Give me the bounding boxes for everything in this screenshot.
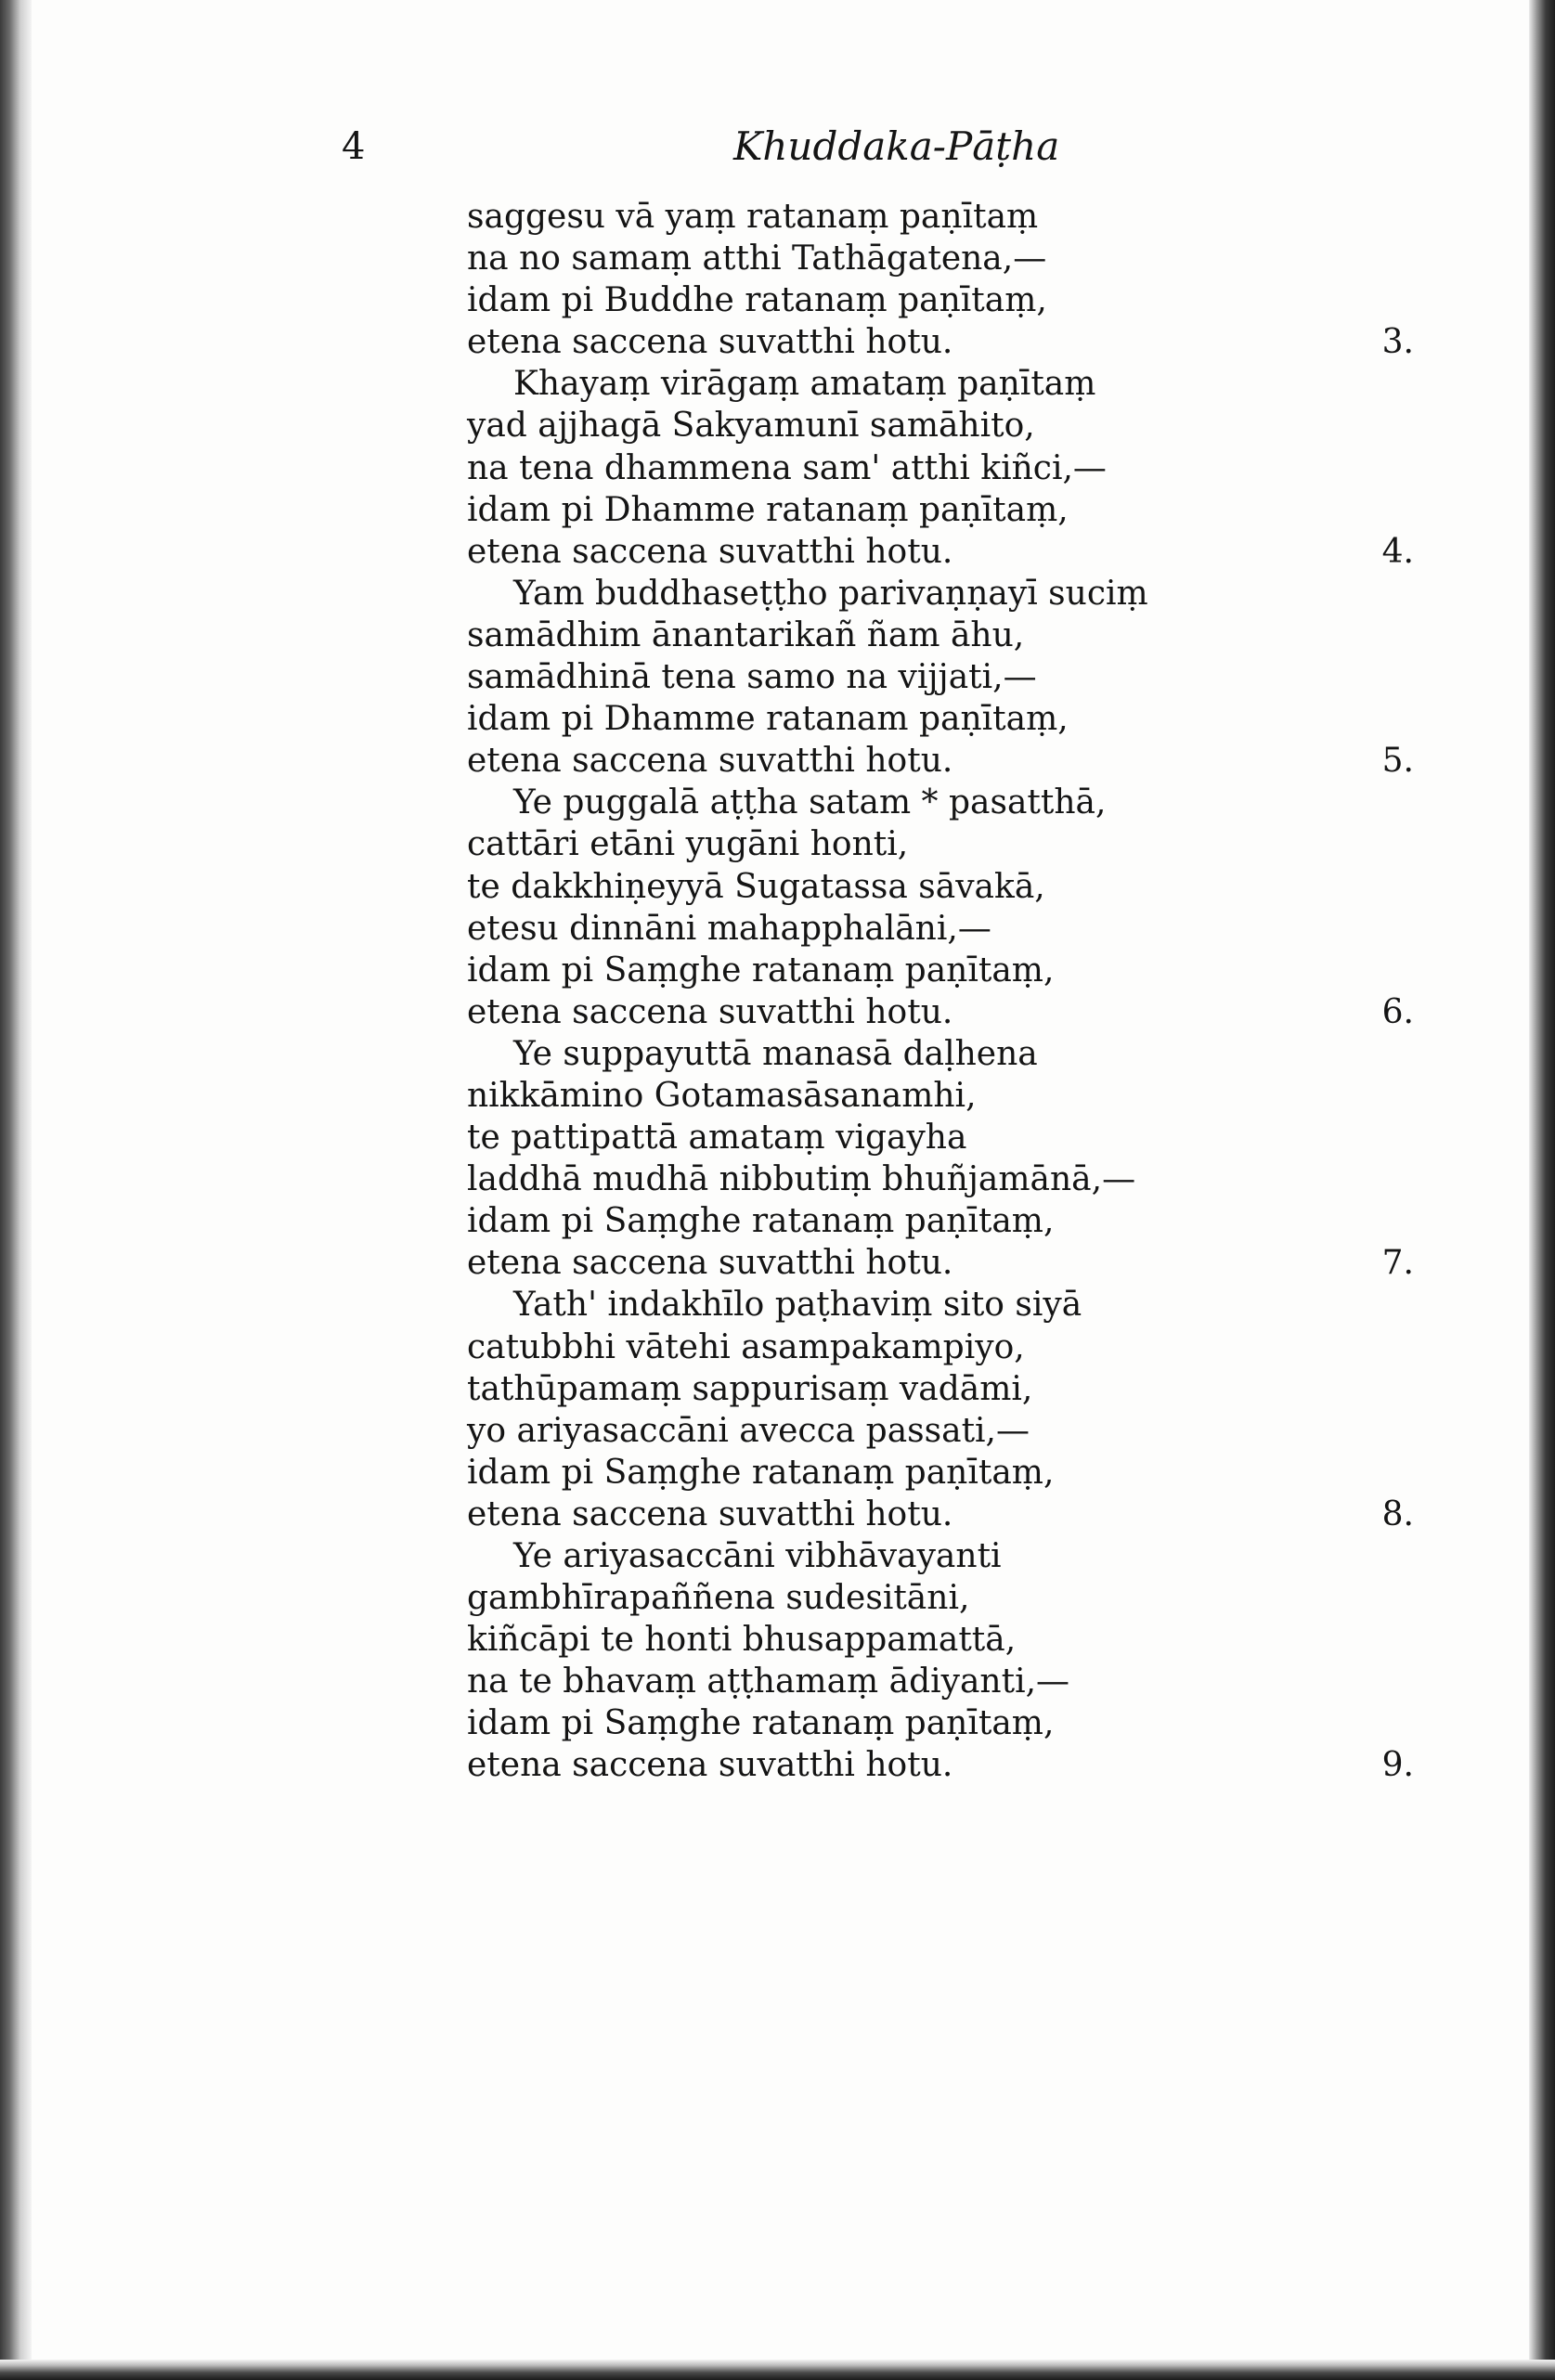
verse-line bbox=[467, 1284, 1414, 1326]
verse-line bbox=[467, 1661, 1414, 1702]
verse-line bbox=[467, 823, 1414, 865]
verse-line-text: idam pi Dhamme ratanaṃ paṇītaṃ, bbox=[467, 490, 1069, 529]
verse-line-text: Yath' indakhīlo paṭhaviṃ sito siyā bbox=[513, 1286, 1082, 1325]
verse-line bbox=[467, 1368, 1414, 1410]
verse-line-text: Ye puggalā aṭṭha satam * pasatthā, bbox=[513, 783, 1107, 822]
verse-line-text: gambhīrapaññena sudesitāni, bbox=[467, 1579, 970, 1618]
page-number: 4 bbox=[342, 125, 366, 168]
verse-line-text: na tena dhammena sam' atthi kiñci,— bbox=[467, 448, 1107, 487]
verse-line bbox=[467, 908, 1414, 950]
verse-line bbox=[467, 1033, 1414, 1075]
verse-line-text: etesu dinnāni mahapphalāni,— bbox=[467, 909, 991, 948]
verse-line bbox=[467, 1577, 1414, 1619]
verse-line bbox=[467, 1452, 1414, 1494]
verse-line bbox=[467, 1494, 1414, 1535]
verse-line-text: etena saccena suvatthi hotu. bbox=[467, 1244, 953, 1283]
verse-line bbox=[467, 740, 1414, 782]
verse-line-text: laddhā mudhā nibbutiṃ bhuñjamānā,— bbox=[467, 1160, 1136, 1199]
verse-line-text: etena saccena suvatthi hotu. bbox=[467, 532, 953, 571]
verse-line-text: Yam buddhaseṭṭho parivaṇṇayī suciṃ bbox=[513, 574, 1148, 613]
verse-line bbox=[467, 238, 1414, 279]
running-header bbox=[0, 119, 1555, 175]
verse-line bbox=[467, 1158, 1414, 1200]
verse-line-text: na no samaṃ atthi Tathāgatena,— bbox=[467, 239, 1047, 278]
verse-line-text: Khayaṃ virāgaṃ amataṃ paṇītaṃ bbox=[513, 365, 1096, 404]
stanza-number: 8. bbox=[1381, 1494, 1414, 1533]
verse-line bbox=[467, 614, 1414, 656]
verse-line-text: idam pi Saṃghe ratanaṃ paṇītaṃ, bbox=[467, 1202, 1055, 1241]
verse-line-text: etena saccena suvatthi hotu. bbox=[467, 1494, 953, 1533]
verse-line bbox=[467, 405, 1414, 446]
verse-line bbox=[467, 950, 1414, 991]
verse-text bbox=[467, 196, 1414, 1787]
verse-line-text: te dakkhiṇeyyā Sugatassa sāvakā, bbox=[467, 867, 1045, 906]
verse-line bbox=[467, 1744, 1414, 1786]
stanza-number: 9. bbox=[1381, 1746, 1414, 1785]
stanza-number: 3. bbox=[1381, 323, 1414, 362]
verse-line-text: idam pi Dhamme ratanam paṇītaṃ, bbox=[467, 700, 1069, 739]
stanza-number: 5. bbox=[1381, 742, 1414, 781]
verse-line-text: Ye ariyasaccāni vibhāvayanti bbox=[513, 1537, 1002, 1575]
binding-shadow bbox=[0, 0, 32, 2380]
verse-line-text: idam pi Saṃghe ratanaṃ paṇītaṃ, bbox=[467, 951, 1055, 990]
stanza-number: 7. bbox=[1381, 1244, 1414, 1283]
verse-line bbox=[467, 656, 1414, 698]
verse-line-text: saggesu vā yaṃ ratanaṃ paṇītaṃ bbox=[467, 198, 1039, 236]
stanza-number: 6. bbox=[1381, 992, 1414, 1031]
verse-line-text: cattāri etāni yugāni honti, bbox=[467, 825, 909, 864]
verse-line bbox=[467, 196, 1414, 238]
verse-line bbox=[467, 1535, 1414, 1577]
verse-line-text: tathūpamaṃ sappurisaṃ vadāmi, bbox=[467, 1369, 1033, 1408]
verse-line-text: yo ariyasaccāni avecca passati,— bbox=[467, 1411, 1030, 1450]
verse-line bbox=[467, 1200, 1414, 1242]
verse-line bbox=[467, 782, 1414, 823]
verse-line bbox=[467, 866, 1414, 908]
verse-line-text: idam pi Saṃghe ratanaṃ paṇītaṃ, bbox=[467, 1453, 1055, 1492]
verse-line bbox=[467, 531, 1414, 573]
verse-line-text: yad ajjhagā Sakyamunī samāhito, bbox=[467, 407, 1035, 446]
running-title: Khuddaka-Pāṭha bbox=[733, 123, 1060, 169]
verse-line-text: samādhim ānantarikañ ñam āhu, bbox=[467, 615, 1025, 654]
verse-line bbox=[467, 698, 1414, 740]
verse-line-text: te pattipattā amataṃ vigayha bbox=[467, 1119, 967, 1158]
verse-line bbox=[467, 1410, 1414, 1452]
verse-line bbox=[467, 1619, 1414, 1661]
verse-line-text: etena saccena suvatthi hotu. bbox=[467, 992, 953, 1031]
verse-line bbox=[467, 1326, 1414, 1368]
verse-line-text: etena saccena suvatthi hotu. bbox=[467, 1746, 953, 1785]
verse-line-text: catubbhi vātehi asampakampiyo, bbox=[467, 1327, 1025, 1366]
verse-line bbox=[467, 1702, 1414, 1744]
verse-line-text: samādhinā tena samo na vijjati,— bbox=[467, 658, 1037, 697]
verse-line bbox=[467, 1242, 1414, 1284]
verse-line-text: etena saccena suvatthi hotu. bbox=[467, 742, 953, 781]
verse-line-text: idam pi Buddhe ratanaṃ paṇītaṃ, bbox=[467, 281, 1047, 320]
page-edge-right bbox=[1529, 0, 1555, 2380]
verse-line-text: idam pi Saṃghe ratanaṃ paṇītaṃ, bbox=[467, 1704, 1055, 1743]
verse-line-text: nikkāmino Gotamasāsanamhi, bbox=[467, 1076, 977, 1115]
verse-line-text: Ye suppayuttā manasā daḷhena bbox=[513, 1034, 1038, 1073]
verse-line bbox=[467, 279, 1414, 321]
verse-line bbox=[467, 321, 1414, 363]
verse-line bbox=[467, 363, 1414, 405]
verse-line bbox=[467, 447, 1414, 489]
verse-line-text: etena saccena suvatthi hotu. bbox=[467, 323, 953, 362]
verse-line bbox=[467, 991, 1414, 1033]
page-edge-bottom bbox=[0, 2360, 1555, 2380]
stanza-number: 4. bbox=[1381, 532, 1414, 571]
verse-line-text: na te bhavaṃ aṭṭhamaṃ ādiyanti,— bbox=[467, 1662, 1070, 1701]
verse-line bbox=[467, 489, 1414, 531]
verse-line bbox=[467, 1075, 1414, 1117]
verse-line bbox=[467, 1117, 1414, 1158]
verse-line-text: kiñcāpi te honti bhusappamattā, bbox=[467, 1621, 1017, 1660]
verse-line bbox=[467, 573, 1414, 614]
